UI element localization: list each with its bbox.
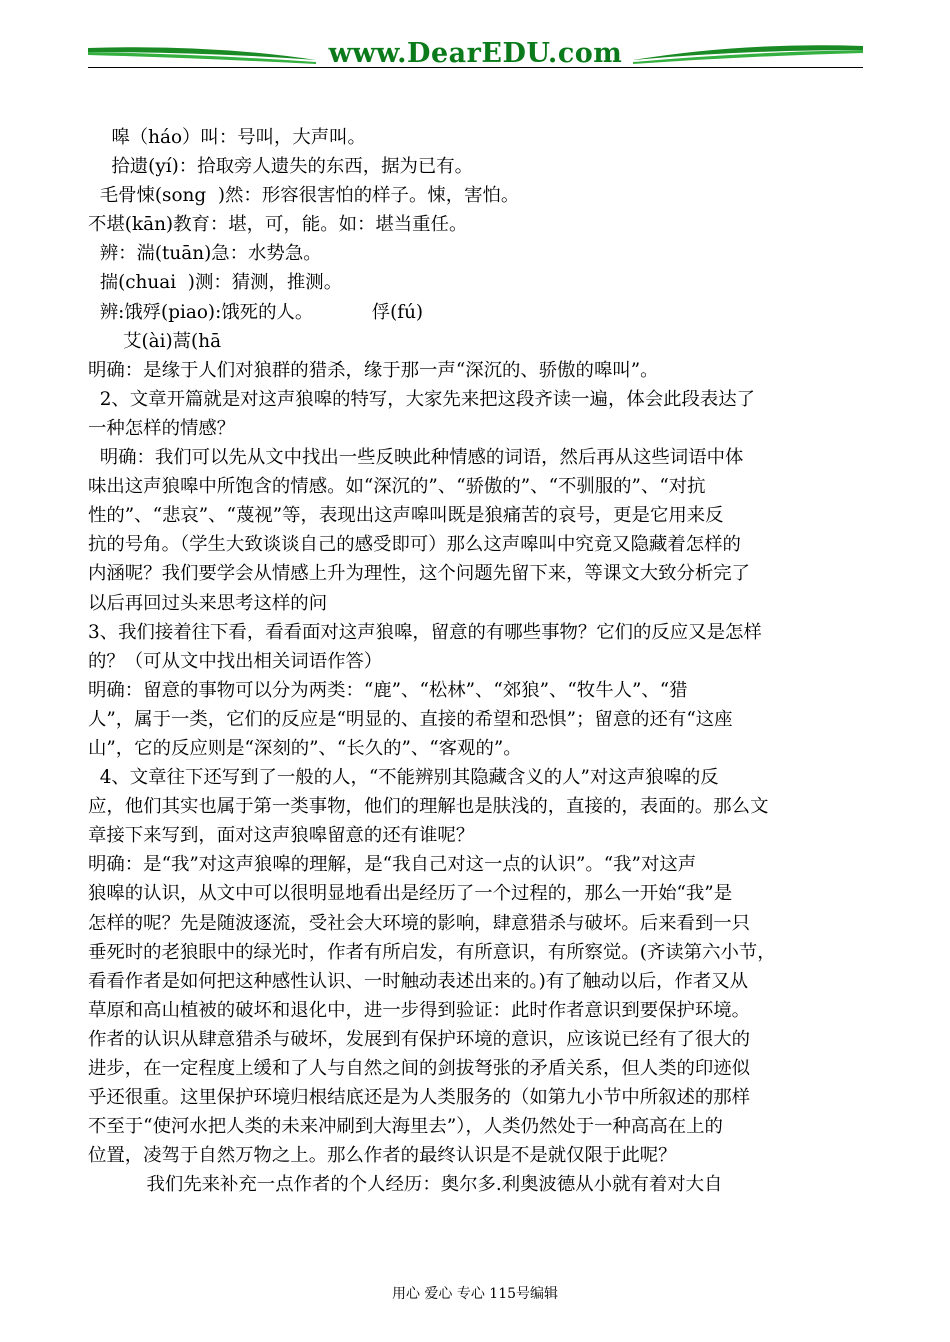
text-line: 内涵呢？我们要学会从情感上升为理性，这个问题先留下来，等课文大致分析完了 (88, 563, 751, 585)
text-line: 进步，在一定程度上缓和了人与自然之间的剑拔弩张的矛盾关系，但人类的印迹似 (88, 1058, 751, 1079)
text-line: 嗥（háo）叫：号叫，大声叫。 (88, 127, 366, 148)
text-line: 艾(ài)蒿(hā (88, 330, 222, 352)
text-line: 草原和高山植被的破坏和退化中，进一步得到验证：此时作者意识到要保护环境。 (88, 999, 751, 1021)
text-line: 明确：是“我”对这声狼嗥的理解，是“我自己对这一点的认识”。“我”对这声 (88, 854, 697, 876)
document-body (88, 123, 863, 1199)
text-line: 位置，凌驾于自然万物之上。那么作者的最终认识是不是就仅限于此呢？ (88, 1145, 677, 1167)
text-line: 山”，它的反应则是“深刻的”、“长久的”、“客观的”。 (88, 737, 522, 759)
text-line: 毛骨悚(song )然：形容很害怕的样子。悚，害怕。 (88, 185, 520, 207)
text-line: 应，他们其实也属于第一类事物，他们的理解也是肤浅的，直接的，表面的。那么文 (88, 796, 769, 818)
text-line: 不堪(kān)教育：堪，可，能。如：堪当重任。 (88, 214, 468, 236)
text-line: 不至于“使河水把人类的未来冲刷到大海里去”），人类仍然处于一种高高在上的 (88, 1116, 723, 1138)
text-line: 怎样的呢？先是随波逐流，受社会大环境的影响，肆意猎杀与破坏。后来看到一只 (88, 912, 751, 934)
text-line: 的？（可从文中找出相关词语作答） (88, 650, 383, 672)
text-line: 4、文章往下还写到了一般的人，“不能辨别其隐藏含义的人”对这声狼嗥的反 (88, 767, 719, 789)
text-line: 看看作者是如何把这种感性认识、一时触动表述出来的。)有了触动以后，作者又从 (88, 970, 749, 992)
text-line: 抗的号角。（学生大致谈谈自己的感受即可）那么这声嗥叫中究竟又隐藏着怎样的 (88, 534, 741, 556)
text-line: 乎还很重。这里保护环境归根结底还是为人类服务的（如第九小节中所叙述的那样 (88, 1087, 751, 1109)
text-line: 一种怎样的情感？ (88, 417, 236, 439)
text-line: 明确：是缘于人们对狼群的猎杀，缘于那一声“深沉的、骄傲的嗥叫”。 (88, 359, 659, 381)
text-line: 辨:饿殍(piao):饿死的人。 俘(fú) (88, 301, 424, 323)
text-line: 味出这声狼嗥中所饱含的情感。如“深沉的”、“骄傲的”、“不驯服的”、“对抗 (88, 476, 706, 498)
text-line: 狼嗥的认识，从文中可以很明显地看出是经历了一个过程的，那么一开始“我”是 (88, 883, 733, 905)
text-line: 垂死时的老狼眼中的绿光时，作者有所启发，有所意识，有所察觉。(齐读第六小节， (88, 941, 776, 963)
text-line: 3、我们接着往下看，看看面对这声狼嗥，留意的有哪些事物？它们的反应又是怎样 (88, 621, 762, 643)
site-title: www.DearEDU.com (328, 38, 623, 69)
text-line: 作者的认识从肆意猎杀与破坏，发展到有保护环境的意识，应该说已经有了很大的 (88, 1028, 751, 1050)
text-line: 我们先来补充一点作者的个人经历：奥尔多.利奥波德从小就有着对大自 (88, 1174, 723, 1196)
text-line: 人”，属于一类，它们的反应是“明显的、直接的希望和恐惧”；留意的还有“这座 (88, 708, 733, 730)
text-line: 拾遗(yí)：拾取旁人遗失的东西，据为已有。 (88, 156, 474, 178)
text-line: 2、文章开篇就是对这声狼嗥的特写，大家先来把这段齐读一遍，体会此段表达了 (88, 388, 756, 410)
text-line: 明确：我们可以先从文中找出一些反映此种情感的词语，然后再从这些词语中体 (88, 447, 744, 469)
text-line: 辨：湍(tuān)急：水势急。 (88, 243, 322, 265)
text-line: 以后再回过头来思考这样的问 (88, 592, 328, 614)
text-line: 揣(chuai )测：猜测，推测。 (88, 272, 343, 294)
text-line: 性的”、“悲哀”、“蔑视”等，表现出这声嗥叫既是狼痛苦的哀号，更是它用来反 (88, 505, 724, 527)
page-footer: 用心 爱心 专心 115号编辑 (391, 1286, 559, 1302)
text-line: 章接下来写到，面对这声狼嗥留意的还有谁呢？ (88, 825, 475, 847)
text-line: 明确：留意的事物可以分为两类：“鹿”、“松林”、“郊狼”、“牧牛人”、“猎 (88, 679, 688, 701)
header-rule (88, 67, 863, 68)
